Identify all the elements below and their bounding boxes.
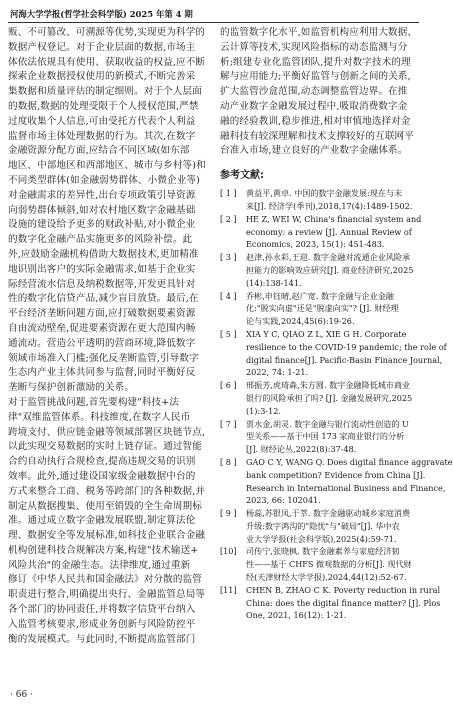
reference-text-line: [J]. 财经论丛,2022(8):37-48. — [246, 444, 357, 455]
body-text-line: 机构创建科技合规解决方案,构建"技术输送+ — [8, 544, 199, 556]
reference-text-line: 乔彬,申钰晴,赵广宽. 数字金融与企业金融 — [246, 290, 394, 301]
body-text-line: 跨境支付、供应链金融等领域部署区块链节点, — [8, 426, 206, 438]
body-text-line: 制定从数据搜集、使用至销毁的全生命周期标 — [8, 500, 202, 512]
reference-item — [220, 251, 420, 289]
reference-text-line: 杨蕊,苏银凤,于莘. 数字金融驱动城乡家庭消费 — [246, 508, 411, 519]
reference-text-line: 来[J]. 经济学(季刊),2018,17(4):1489-1502. — [246, 200, 413, 211]
reference-text-line: GAO C Y, WANG Q. Does digital finance aggravate — [246, 456, 453, 467]
reference-text-line: 型关系——基于中国 173 家商业银行的分析 — [246, 431, 405, 442]
body-text-line: 效率。此外,通过建设国家级金融数据中台的 — [8, 470, 196, 482]
body-text-line: 贩、不可篡改、可溯源等优势,实现更为科学的 — [8, 27, 206, 38]
reference-text-line: economy: a review [J]. Annual Review of — [246, 226, 412, 237]
reference-text-line: 业大学学报(社会科学版),2025(4):59-71. — [246, 533, 397, 544]
body-text-line: 衡的发展模式。与此同时,不断提高监管部门 — [8, 633, 196, 645]
reference-text-line: One, 2021, 16(12): 1-21. — [246, 610, 347, 621]
body-text-line: 不同类型群体(如金融弱势群体、小微企业等) — [8, 174, 200, 186]
reference-text-line: 论与实践,2024,45(6):19-26. — [246, 316, 355, 327]
reference-text-line: 化:"脱实向虚"还是"脱虚向实"? [J]. 财经理 — [246, 303, 399, 314]
body-text-line: 台准入市场,建立良好的产业数字金融体系。 — [220, 145, 408, 157]
reference-text-line: XIA Y C, QIAO Z L, XIE G H. Corporate — [246, 328, 407, 339]
reference-text-line: 2022, 74: 1-21. — [246, 367, 309, 378]
right-body-text — [220, 26, 420, 159]
body-text-line: 以此实现交易数据的实时上链存证。通过智能 — [8, 441, 202, 453]
reference-number: [ 6 ] — [220, 380, 237, 391]
body-text-line: 际经营流水信息及纳税数据等,开发更具针对 — [8, 278, 196, 290]
reference-item — [220, 290, 420, 328]
body-text-line: 理、数据安全等发展标准,如科技企业联合金融 — [8, 530, 206, 542]
body-text-line: 探索企业数据授权使用的新模式,不断完善采 — [8, 71, 196, 83]
reference-number: [10] — [220, 546, 237, 557]
body-text-line: 的数据,数据的处理受限于个人授权范围,严禁 — [8, 100, 199, 112]
reference-item — [220, 328, 447, 379]
body-text-line: 风险共治"的金融生态。法律维度,通过重新 — [8, 559, 191, 571]
reference-text-line: 赵津,孙永彩,王迎. 数字金融对流通企业风险承 — [246, 252, 411, 263]
body-text-line: 方式来整合工商、税务等跨部门的各种数据,并 — [8, 485, 206, 497]
body-text-line: 地区、中部地区和西部地区、城市与乡村等)和 — [8, 160, 206, 172]
reference-number: [ 5 ] — [220, 328, 237, 339]
reference-text-line: 2023, 66: 102041. — [246, 495, 321, 506]
reference-text-line: 经(天津财经大学学报),2024,44(12):52-67. — [246, 572, 407, 583]
body-text-line: 数据产权登记。对于企业层面的数据,市场主 — [8, 41, 196, 53]
body-text-line: 云计算等技术,实现风险指标的动态监测与分 — [220, 41, 408, 53]
running-head: 河海大学学报(哲学社会科学版) 2025 年第 4 期 — [10, 9, 193, 19]
body-text-line: 金融资源分配方面,应结合不同区域(如东部 — [8, 145, 190, 157]
reference-text-line: 黄益平,黄卓. 中国的数字金融发展:现在与未 — [246, 188, 403, 199]
reference-number: [ 4 ] — [220, 290, 237, 301]
reference-text-line: Research in International Business and Finance, — [246, 482, 446, 493]
body-text-line: 通流动。营造公平透明的营商环境,降低数字 — [8, 337, 196, 349]
body-text-line: 职责进行整合,明确提出央行、金融监管总局等 — [8, 589, 206, 601]
body-text-line: 设施的建设给予更多的财政补贴,对小微企业 — [8, 219, 196, 231]
body-text-line: 对于监管挑战问题,首先要构建"科技+法 — [8, 396, 180, 408]
body-text-line: 平台经济垄断问题方面,应打破数据要素资源 — [8, 308, 196, 320]
reference-number: [ 2 ] — [220, 213, 237, 224]
body-text-line: 性的数字化信贷产品,减少盲目放贷。最后,在 — [8, 293, 199, 305]
reference-number: [ 7 ] — [220, 418, 237, 429]
body-text-line: 领域市场准入门槛;强化反垄断监管,引导数字 — [8, 352, 199, 364]
body-text-line: 过度收集个人信息,可由受托方代表个人利益 — [8, 115, 196, 127]
right-column — [220, 26, 453, 622]
reference-text-line: bank competition? Evidence from China [J]. — [246, 469, 426, 480]
reference-text-line: China: does the digital finance matter? [J]. Plos — [246, 597, 441, 608]
reference-text-line: (1):3-12. — [246, 405, 281, 416]
reference-item — [220, 456, 453, 507]
body-text-line: 对金融需求的差异性,出台专项政策引导资源 — [8, 189, 196, 201]
body-text-line: 垄断与保护创新激励的关系。 — [8, 382, 135, 394]
reference-text-line: 邢振芳,虎琦森,朱方圆. 数字金融降低城市商业 — [246, 380, 411, 391]
body-text-line: 融科技有较深理解和技术支撑较好的互联网平 — [220, 130, 414, 142]
page-number: · 66 · — [10, 690, 33, 700]
body-text-line: 各个部门的协同责任,并将数字信贷平台纳入 — [8, 604, 196, 616]
reference-number: [ 8 ] — [220, 456, 237, 467]
body-text-line: 入监管考核要求,形成业务创新与风险防控平 — [8, 618, 196, 630]
body-text-line: 体依法依规具有使用、获取收益的权益,应不断 — [8, 56, 206, 68]
body-text-line: 监督市场主体处理数据的行为。其次,在数字 — [8, 130, 196, 142]
body-text-line: 动产业数字金融发展过程中,吸取消费数字金 — [220, 100, 408, 112]
body-text-line: 律"双维监管体系。科技维度,在数字人民币 — [8, 411, 191, 423]
reference-list — [220, 187, 453, 622]
body-text-line: 扩大监管沙盒范围,动态调整监管边界。在推 — [220, 86, 408, 98]
reference-item — [220, 584, 441, 622]
body-text-line: 地识别出客户的实际金融需求,如基于企业实 — [8, 263, 196, 275]
body-text-line: 准。通过成立数字金融发展联盟,制定算法伦 — [8, 515, 196, 527]
reference-text-line: resilience to the COVID-19 pandemic; the role of — [246, 341, 447, 352]
body-text-line: 的数字化金融产品实施更多的风险补偿。此 — [8, 234, 193, 246]
body-text-line: 向弱势群体倾斜,如对农村地区数字金融基础 — [8, 204, 196, 216]
reference-item — [220, 507, 420, 545]
reference-text-line: CHEN B, ZHAO C K. Poverty reduction in rural — [246, 584, 441, 595]
header-rule — [8, 22, 419, 23]
reference-text-line: 司传宁,张晓枫. 数字金融素养与家庭经济韧 — [246, 546, 400, 557]
body-text-line: 解与应用能力;平衡好监管与创新之间的关系, — [220, 71, 411, 83]
reference-item — [220, 418, 420, 456]
body-text-line: 外,应鼓励金融机构借助大数据技术,更加精准 — [8, 248, 199, 260]
reference-text-line: HE Z, WEI W, China's financial system and — [246, 213, 422, 224]
body-text-line: 融的经验教训,稳步推进,相对审慎地选择对金 — [220, 115, 411, 127]
reference-text-line: 银行的风险承担了吗? [J]. 金融发展研究,2025 — [246, 392, 413, 403]
body-text-line: 析;组建专业化监管团队,提升对数字技术的理 — [220, 56, 411, 68]
reference-item — [220, 213, 420, 251]
body-text-line: 修订《中华人民共和国金融法》对分散的监管 — [8, 574, 202, 586]
reference-text-line: digital finance[J]. Pacific-Basin Finance Journal, — [246, 354, 443, 365]
left-column — [8, 26, 208, 647]
reference-text-line: 贾水金,胡灵. 数字金融与银行流动性创造的 U — [246, 418, 409, 429]
body-text-line: 生态内产业主体共同参与监督,同时平衡好反 — [8, 367, 196, 379]
reference-number: [ 1 ] — [220, 188, 237, 199]
reference-text-line: 性——基于 CHFS 微观数据的分析[J]. 现代财 — [246, 559, 412, 570]
reference-item — [220, 545, 420, 583]
reference-text-line: 担能力的影响效应研究[J]. 商业经济研究,2025 — [246, 264, 414, 275]
body-text-line: 合约自动执行合规检查,提高违规交易的识别 — [8, 456, 196, 468]
reference-text-line: (14):138-141. — [246, 277, 302, 288]
reference-text-line: 升级:数字鸿沟的"隐忧"与"破局"[J]. 华中农 — [246, 520, 400, 531]
body-text-line: 的监管数字化水平,如监管机构应利用大数据、 — [220, 27, 418, 38]
reference-number: [11] — [220, 584, 237, 595]
reference-text-line: Economics, 2023, 15(1): 451-483. — [246, 239, 385, 250]
references-title: 参考文献: — [220, 170, 264, 182]
reference-number: [ 9 ] — [220, 508, 237, 519]
body-text-line: 集数据和质量评估的制定细则。对于个人层面 — [8, 86, 202, 98]
reference-item — [220, 187, 420, 213]
reference-number: [ 3 ] — [220, 252, 237, 263]
reference-item — [220, 379, 420, 417]
body-text-line: 自由流动壁垒,促进要素资源在更大范围内畅 — [8, 322, 196, 334]
